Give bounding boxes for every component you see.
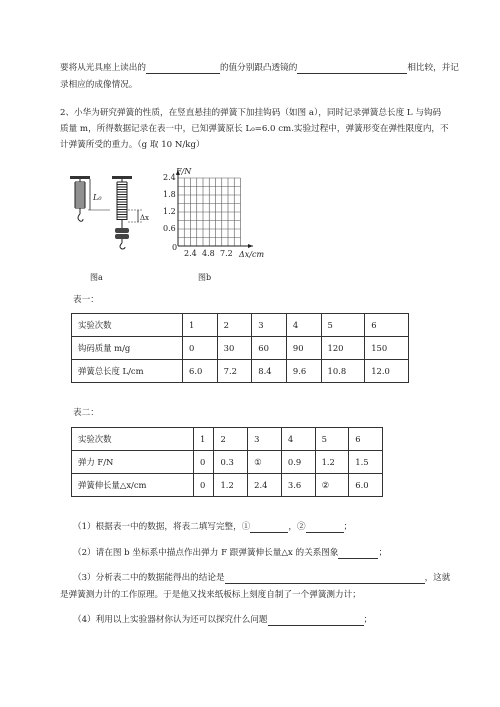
- answer-blank[interactable]: [225, 574, 425, 584]
- y-tick: 0.6: [163, 224, 176, 233]
- answer-blank-2[interactable]: [306, 523, 344, 533]
- y-tick: 1.2: [163, 207, 176, 216]
- y-tick: 2.4: [163, 173, 176, 182]
- y-axis-label: F/N: [176, 167, 192, 176]
- table-2: [71, 427, 383, 497]
- figure-a-caption: 图a: [90, 273, 103, 282]
- answer-blank[interactable]: [268, 616, 364, 626]
- x-axis-label: Δx/cm: [239, 250, 265, 259]
- origin-label: 0: [172, 243, 178, 252]
- question-stem-line: 计弹簧所受的重力。（g 取 10 N/kg）: [60, 140, 205, 150]
- table-row: 钩码质量 m/g 0 30 60 90 120 150: [72, 337, 409, 360]
- x-tick: 7.2: [220, 249, 233, 258]
- sub-question-2: （2）请在图 b 坐标系中描点作出弹力 F 跟弹簧伸长量△x 的关系图象 ；: [73, 548, 388, 558]
- spring-apparatus-figure: [62, 170, 152, 270]
- sub-question-4: （4）利用以上实验器材你认为还可以探究什么问题 ；: [73, 615, 373, 625]
- question-stem-line: 2、小华为研究弹簧的性质，在竖直悬挂的弹簧下加挂钩码（如图 a），同时记录弹簧总长度 L 与钩码: [60, 108, 442, 118]
- dx-label: Δx: [140, 214, 150, 222]
- table-row: 弹簧伸长量△x/cm 0 1.2 2.4 3.6 ② 6.0: [72, 474, 383, 497]
- table-row: 弹力 F/N 0 0.3 ① 0.9 1.2 1.5: [72, 451, 383, 474]
- answer-blank[interactable]: [297, 64, 407, 74]
- question-stem-line: 质量 m，所得数据记录在表一中，已知弹簧原长 L₀=6.0 cm.实验过程中，弹簧形变在弹性限度内，不: [60, 124, 449, 134]
- table-row: 实验次数 1 2 3 4 5 6: [72, 314, 409, 337]
- y-tick: 1.8: [163, 190, 176, 199]
- sub-question-1: （1）根据表一中的数据，将表二填写完整，① ，② ；: [73, 522, 353, 532]
- answer-blank[interactable]: [146, 64, 220, 74]
- answer-blank-1[interactable]: [250, 523, 288, 533]
- text-line: 录相应的成像情况。: [60, 80, 138, 90]
- table-row: 弹簧总长度 L/cm 6.0 7.2 8.4 9.6 10.8 12.0: [72, 360, 409, 383]
- table1-title: 表一：: [73, 295, 99, 305]
- sub-question-3-cont: 是弹簧测力计的工作原理。于是他又找来纸板标上刻度自制了一个弹簧测力计；: [60, 590, 361, 600]
- l0-label: L₀: [93, 193, 102, 202]
- table2-title: 表二：: [73, 408, 99, 418]
- table-row: 实验次数 1 2 3 4 5 6: [72, 428, 383, 451]
- x-tick: 4.8: [202, 249, 215, 258]
- sub-question-3: （3）分析表二中的数据能得出的结论是 ，这就: [73, 573, 451, 583]
- text-line: 要将从光具座上读出的 的值分别跟凸透镜的 相比较，并记: [60, 63, 459, 73]
- answer-blank[interactable]: [338, 549, 378, 559]
- x-tick: 2.4: [184, 249, 197, 258]
- table-1: [71, 313, 409, 383]
- figure-b-caption: 图b: [198, 273, 212, 282]
